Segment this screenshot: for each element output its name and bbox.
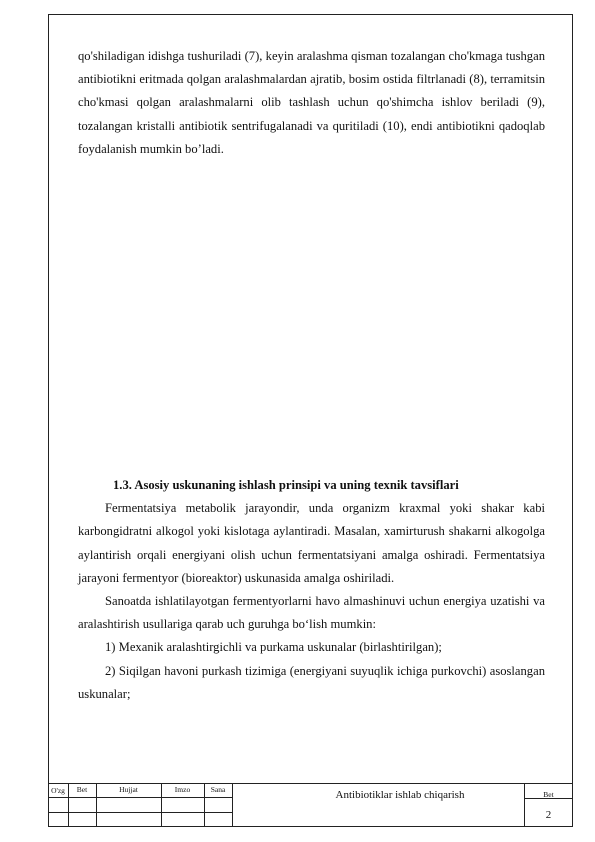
col-imzo: Imzo	[174, 785, 191, 794]
paragraph-3: Sanoatda ishlatilayotgan fermentyorlarni havo almashinuvi uchun energiya uzatishi va aralashtirish usullariga qarab uch guruhga bo‘lish mumkin:	[78, 594, 545, 632]
section-1-3	[78, 474, 545, 706]
col-hujjat: Hujjat	[119, 785, 138, 794]
title-block	[48, 783, 573, 827]
paragraph-2: Fermentatsiya metabolik jarayondir, unda organizm kraxmal yoki shakar kabi karbongidratni alkogol yoki kislotaga aylantiradi. Masalan, xamirturush shakarni alkogolga aylantirish orqali energiyani olish uchun fermentatsiyani amalga oshiradi. Fermentatsiya jarayoni fermentyor (bioreaktor) uskunasida amalga oshiriladi.	[78, 501, 545, 585]
col-sana: Sana	[210, 785, 226, 794]
paragraph-1: qo'shiladigan idishga tushuriladi (7), keyin aralashma qisman tozalangan cho'kmaga tushgan antibiotikni eritmada qolgan aralashmalardan ajratib, bosim ostida filtrlanadi (8), terramitsin cho'kmasi qolgan aralashmalarni olib tashlash uchun qo'shimcha ishlov beriladi (9), tozalangan kristalli antibiotik sentrifugalanadi va quritiladi (10), endi antibiotikni qadoqlab foydalanish mumkin bo’ladi.	[78, 49, 545, 156]
col-bet: Bet	[76, 785, 88, 794]
section-heading: 1.3. Asosiy uskunaning ishlash prinsipi va uning texnik tavsiflari	[113, 478, 459, 492]
document-title: Antibiotiklar ishlab chiqarish	[335, 789, 465, 801]
paragraph-4: 1) Mexanik aralashtirgichli va purkama uskunalar (birlashtirilgan);	[105, 640, 442, 655]
page-number: 2	[545, 809, 552, 821]
bet-label: Bet	[543, 790, 554, 799]
col-ozg: O'zg	[51, 786, 65, 795]
paragraph-5: 2) Siqilgan havoni purkash tizimiga (energiyani suyuqlik ichiga purkovchi) asoslangan uskunalar;	[78, 663, 545, 701]
